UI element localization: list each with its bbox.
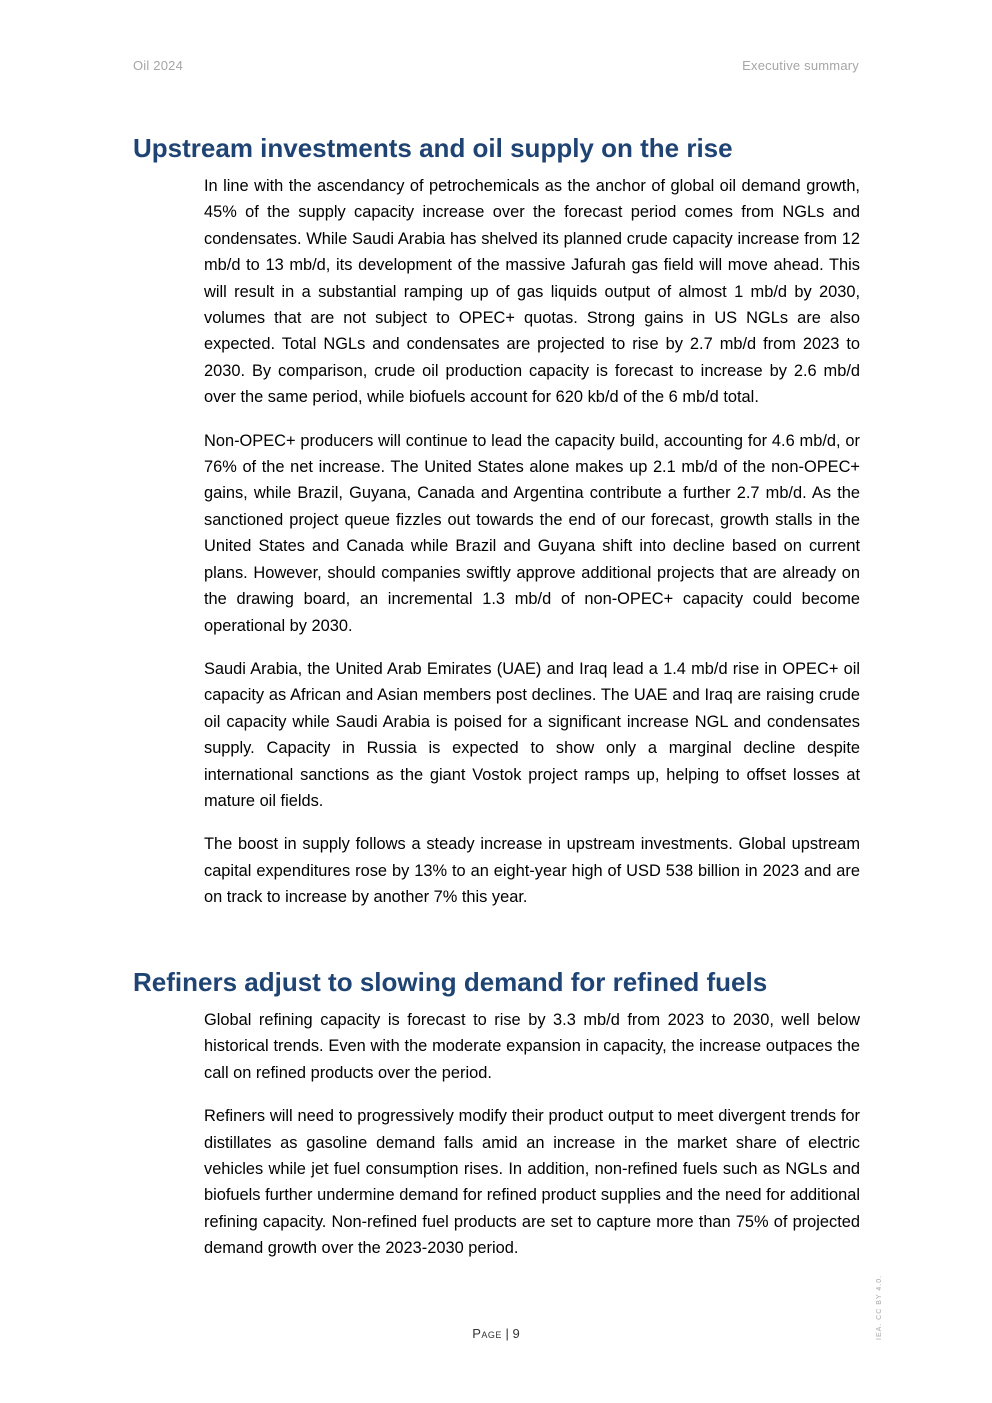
paragraph: Non-OPEC+ producers will continue to lead the capacity build, accounting for 4.6 mb/d, or 76% of the net increase. The United States alone makes up 2.1 mb/d of the non-OPEC+ gains, while Brazil, Guyana, Canada and Argentina contribute a further 2.7 mb/d. As the sanctioned project queue fizzles out towards the end of our forecast, growth stalls in the United States and Canada while Brazil and Guyana shift into decline based on current plans. However, should companies swiftly approve additional projects that are already on the drawing board, an incremental 1.3 mb/d of non-OPEC+ capacity could become operational by 2030. [204, 431, 860, 635]
paragraph: The boost in supply follows a steady increase in upstream investments. Global upstream capital expenditures rose by 13% to an eight-year high of USD 538 billion in 2023 and are on track to increase by another 7% this year. [204, 835, 860, 907]
section-body-upstream [204, 173, 860, 928]
paragraph: Global refining capacity is forecast to rise by 3.3 mb/d from 2023 to 2030, well below historical trends. Even with the moderate expansion in capacity, the increase outpaces the call on refined products over the period. [204, 1011, 860, 1082]
paragraph: Saudi Arabia, the United Arab Emirates (UAE) and Iraq lead a 1.4 mb/d rise in OPEC+ oil capacity as African and Asian members post declines. The UAE and Iraq are raising crude oil capacity while Saudi Arabia is poised for a significant increase NGL and condensates supply. Capacity in Russia is expected to show only a marginal decline despite international sanctions as the giant Vostok project ramps up, helping to offset losses at mature oil fields. [204, 659, 860, 810]
page-number [0, 1326, 992, 1341]
section-heading-upstream: Upstream investments and oil supply on the rise [133, 133, 733, 163]
section-body-refiners [204, 1007, 860, 1279]
paragraph: In line with the ascendancy of petrochemicals as the anchor of global oil demand growth, 45% of the supply capacity increase over the forecast period comes from NGLs and condensates. While Saudi Arabia has shelved its planned crude capacity increase from 12 mb/d to 13 mb/d, its development of the massive Jafurah gas field will move ahead. This will result in a substantial ramping up of gas liquids output of almost 1 mb/d by 2030, volumes that are not subject to OPEC+ quotas. Strong gains in US NGLs are also expected. Total NGLs and condensates are projected to rise by 2.7 mb/d from 2023 to 2030. By comparison, crude oil production capacity is forecast to increase by 2.6 mb/d over the same period, while biofuels account for 620 kb/d of the 6 mb/d total. [204, 177, 860, 407]
page-label: Page [472, 1326, 502, 1341]
paragraph: Refiners will need to progressively modify their product output to meet divergent trends for distillates as gasoline demand falls amid an increase in the market share of electric vehicles while jet fuel consumption rises. In addition, non-refined fuels such as NGLs and biofuels further undermine demand for refined product supplies and the need for additional refining capacity. Non-refined fuel products are set to capture more than 75% of projected demand growth over the 2023-2030 period. [204, 1107, 860, 1258]
running-header-right: Executive summary [742, 58, 859, 73]
section-heading-refiners: Refiners adjust to slowing demand for refined fuels [133, 967, 768, 997]
page-number-value: 9 [512, 1326, 520, 1341]
copyright-mark: IEA. CC BY 4.0. [876, 1274, 883, 1340]
page-separator: | [501, 1326, 513, 1341]
running-header-left: Oil 2024 [133, 58, 184, 73]
